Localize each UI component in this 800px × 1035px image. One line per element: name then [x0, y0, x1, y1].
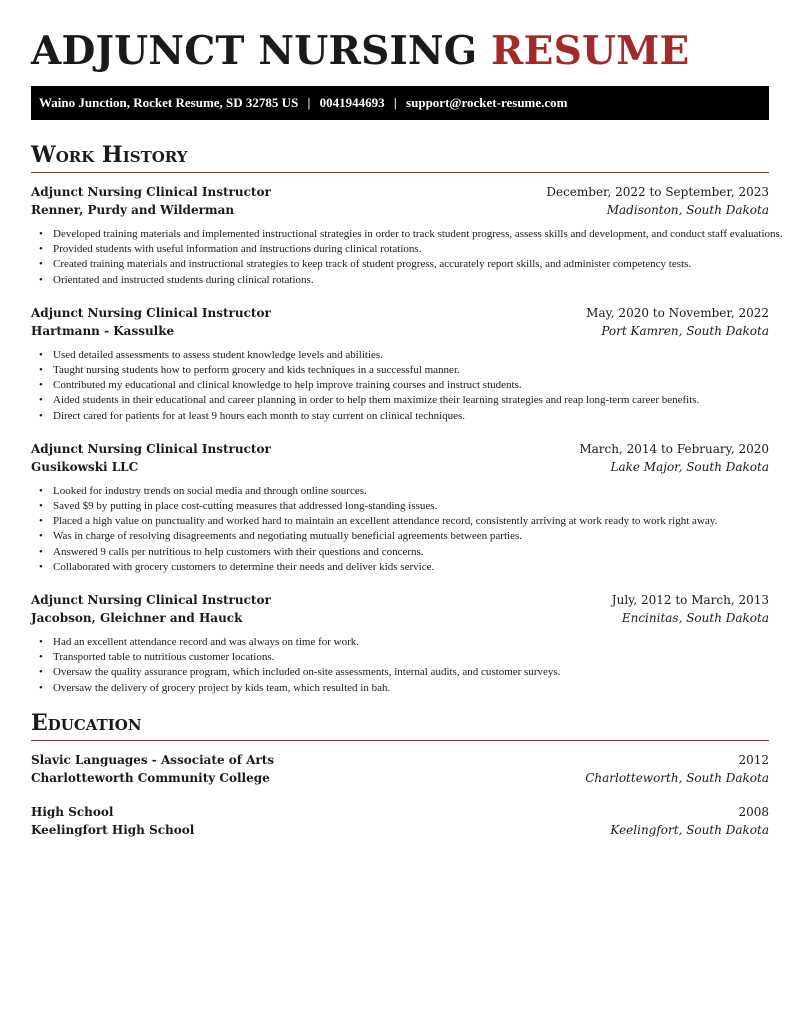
- job-bullet: • Direct cared for patients for at least 9 hours each month to stay current on clinical techniques.: [53, 409, 769, 424]
- job-header-row: [31, 591, 769, 609]
- job-bullet: • Aided students in their educational and career planning in order to help them maximize their learning strategies and reap long-term career benefits.: [53, 393, 769, 408]
- job-entry: [31, 183, 783, 288]
- job-bullets: [31, 635, 769, 696]
- contact-phone: 0041944693: [319, 95, 385, 110]
- job-bullet: • Oversaw the quality assurance program, which included on-site assessments, internal audits, and customer surveys.: [53, 665, 769, 680]
- education-section: [31, 710, 769, 839]
- contact-separator: |: [307, 95, 311, 110]
- job-dates: July, 2012 to March, 2013: [611, 593, 769, 608]
- job-bullets: [31, 348, 769, 424]
- education-year: 2008: [738, 804, 769, 819]
- education-degree: Slavic Languages - Associate of Arts: [31, 752, 275, 767]
- contact-email: support@rocket-resume.com: [406, 95, 568, 110]
- education-degree-row: [31, 751, 769, 769]
- job-bullet: • Used detailed assessments to assess student knowledge levels and abilities.: [53, 348, 769, 363]
- job-bullet: • Taught nursing students how to perform grocery and kids techniques in a successful manner.: [53, 363, 769, 378]
- job-company: Hartmann - Kassulke: [31, 323, 175, 338]
- education-entry: [31, 803, 769, 839]
- education-school-row: [31, 821, 769, 839]
- job-bullet: • Created training materials and instructional strategies to keep track of student progress, accurately report skills, and administer competency tests.: [53, 257, 769, 272]
- job-position: Adjunct Nursing Clinical Instructor: [31, 185, 271, 199]
- job-bullets: [31, 484, 769, 575]
- education-entry: [31, 751, 769, 787]
- education-school: Charlotteworth Community College: [31, 770, 270, 785]
- job-bullets: [31, 227, 783, 288]
- job-bullet: • Looked for industry trends on social media and through online sources.: [53, 484, 769, 499]
- job-entry: [31, 440, 769, 575]
- job-location: Port Kamren, South Dakota: [601, 323, 769, 338]
- job-bullet: • Placed a high value on punctuality and worked hard to maintain an excellent attendance record, consistently arriving at work ready to work right away.: [53, 514, 769, 529]
- job-bullet: • Had an excellent attendance record and was always on time for work.: [53, 635, 769, 650]
- job-bullet: • Answered 9 calls per nutritious to help customers with their questions and concerns.: [53, 545, 769, 560]
- job-bullet: • Provided students with useful information and instructions during clinical rotations.: [53, 242, 769, 257]
- job-entry: [31, 591, 769, 696]
- job-company-row: [31, 322, 769, 340]
- education-degree: High School: [31, 804, 114, 819]
- job-company: Gusikowski LLC: [31, 459, 139, 474]
- job-bullet: • Oversaw the delivery of grocery project by kids team, which resulted in bah.: [53, 681, 769, 696]
- contact-address: Waino Junction, Rocket Resume, SD 32785 US: [39, 95, 299, 110]
- job-dates: March, 2014 to February, 2020: [579, 441, 769, 456]
- education-year: 2012: [738, 752, 769, 767]
- contact-separator: |: [393, 95, 397, 110]
- education-location: Keelingfort, South Dakota: [610, 822, 769, 837]
- education-location: Charlotteworth, South Dakota: [585, 770, 769, 785]
- job-bullet: • Transported table to nutritious customer locations.: [53, 650, 769, 665]
- job-company-row: [31, 609, 769, 627]
- job-header-row: [31, 183, 769, 201]
- job-company-row: [31, 201, 769, 219]
- section-title-work-history: Work History: [31, 142, 769, 173]
- resume-title: [31, 28, 769, 74]
- job-dates: May, 2020 to November, 2022: [586, 305, 769, 320]
- job-position: Adjunct Nursing Clinical Instructor: [31, 593, 271, 608]
- job-company: Jacobson, Gleichner and Hauck: [31, 611, 243, 626]
- contact-bar: [31, 86, 769, 120]
- job-company-row: [31, 458, 769, 476]
- job-entry: [31, 304, 769, 424]
- job-position: Adjunct Nursing Clinical Instructor: [31, 305, 271, 320]
- job-location: Encinitas, South Dakota: [621, 611, 769, 626]
- education-degree-row: [31, 803, 769, 821]
- education-school: Keelingfort High School: [31, 822, 195, 837]
- job-bullet: • Was in charge of resolving disagreements and negotiating mutually beneficial agreements between parties.: [53, 529, 769, 544]
- work-history-section: [31, 142, 783, 696]
- job-bullet: • Developed training materials and implemented instructional strategies in order to track student progress, assess skills and development, and conduct staff evaluations.: [53, 227, 769, 242]
- job-bullet: • Saved $9 by putting in place cost-cutting measures that addressed long-standing issues.: [53, 499, 769, 514]
- title-accent: RESUME: [491, 28, 690, 74]
- job-header-row: [31, 440, 769, 458]
- job-dates: December, 2022 to September, 2023: [546, 185, 769, 199]
- education-school-row: [31, 769, 769, 787]
- job-location: Lake Major, South Dakota: [610, 459, 769, 474]
- job-bullet: • Contributed my educational and clinical knowledge to help improve training courses and instruct students.: [53, 378, 769, 393]
- job-header-row: [31, 304, 769, 322]
- job-location: Madisonton, South Dakota: [606, 203, 769, 217]
- section-title-education: Education: [31, 710, 769, 741]
- job-position: Adjunct Nursing Clinical Instructor: [31, 441, 271, 456]
- job-bullet: • Orientated and instructed students during clinical rotations.: [53, 273, 769, 288]
- job-bullet: • Collaborated with grocery customers to determine their needs and deliver kids service.: [53, 560, 769, 575]
- title-main: ADJUNCT NURSING: [31, 28, 492, 74]
- job-company: Renner, Purdy and Wilderman: [31, 203, 235, 217]
